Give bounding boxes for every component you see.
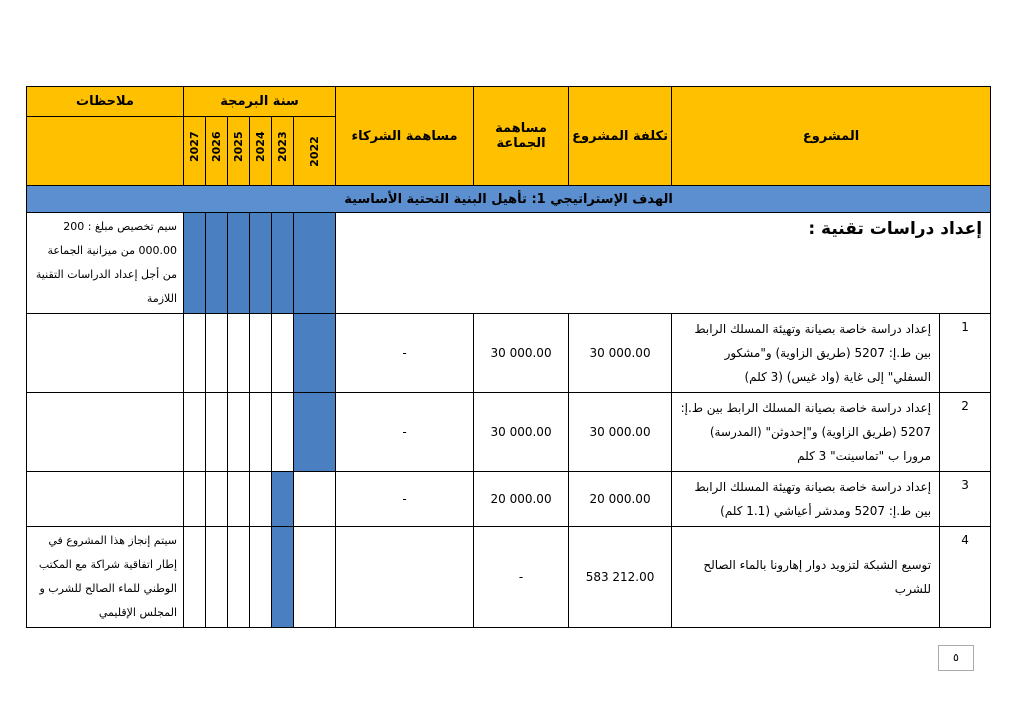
row-4-year-2023 (272, 527, 294, 628)
row-1-year-2025 (228, 314, 250, 393)
row-4-year-2027 (184, 527, 206, 628)
row-3-year-2023 (272, 472, 294, 527)
project-header: المشروع (672, 87, 991, 186)
row-1-year-2024 (250, 314, 272, 393)
row-2-commune: 30 000.00 (474, 393, 569, 472)
notes-header: ملاحظات (27, 87, 184, 117)
row-4-partners (336, 527, 474, 628)
row-1-year-2022 (294, 314, 336, 393)
page-number: ٥ (938, 645, 974, 671)
row-3-project: إعداد دراسة خاصة بصيانة وتهيئة المسلك الرابط بين ط.إ: 5207 ومدشر أعياشي (1.1 كلم) (672, 472, 940, 527)
row-2-year-2022 (294, 393, 336, 472)
row-4-project: توسيع الشبكة لتزويد دوار إهارونا بالماء الصالح للشرب (672, 527, 940, 628)
row-1-index: 1 (940, 314, 991, 393)
row-1-year-2026 (206, 314, 228, 393)
row-3-year-2026 (206, 472, 228, 527)
row-3-year-2024 (250, 472, 272, 527)
strategic-objective-banner: الهدف الإستراتيجي 1: تأهيل البنية التحتية الأساسية (27, 186, 991, 213)
row-1-project: إعداد دراسة خاصة بصيانة وتهيئة المسلك الرابط بين ط.إ: 5207 (طريق الزاوية) و"مشكور السفلي" إلى غاية (واد غيس) (3 كلم) (672, 314, 940, 393)
row-2-year-2025 (228, 393, 250, 472)
section-year-2025 (228, 213, 250, 314)
section-note: سيم تخصيص مبلغ : 200 000.00 من ميزانية الجماعة من أجل إعداد الدراسات التقنية اللازمة (27, 213, 184, 314)
row-3-cost: 20 000.00 (569, 472, 672, 527)
row-4-year-2022 (294, 527, 336, 628)
row-2-year-2024 (250, 393, 272, 472)
year-header-2023: 2023 (272, 117, 294, 186)
program-table (26, 86, 991, 628)
year-header-2025: 2025 (228, 117, 250, 186)
row-3-index: 3 (940, 472, 991, 527)
row-2-year-2026 (206, 393, 228, 472)
row-3-partners: - (336, 472, 474, 527)
row-2-year-2027 (184, 393, 206, 472)
row-3-year-2022 (294, 472, 336, 527)
row-3-year-2025 (228, 472, 250, 527)
row-1-year-2023 (272, 314, 294, 393)
row-1-cost: 30 000.00 (569, 314, 672, 393)
row-2-project: إعداد دراسة خاصة بصيانة المسلك الرابط بين ط.إ: 5207 (طريق الزاوية) و"إحدوثن" (المدرسة) مرورا ب "تماسينت" 3 كلم (672, 393, 940, 472)
row-1-partners: - (336, 314, 474, 393)
partners-header: مساهمة الشركاء (336, 87, 474, 186)
row-1-note (27, 314, 184, 393)
row-1-commune: 30 000.00 (474, 314, 569, 393)
section-year-2024 (250, 213, 272, 314)
row-4-year-2025 (228, 527, 250, 628)
row-1-year-2027 (184, 314, 206, 393)
section-year-2022 (294, 213, 336, 314)
row-2-partners: - (336, 393, 474, 472)
row-2-year-2023 (272, 393, 294, 472)
row-4-note: سيتم إنجاز هذا المشروع في إطار اتفاقية شراكة مع المكتب الوطني للماء الصالح للشرب و المجلس الإقليمي (27, 527, 184, 628)
row-4-commune: - (474, 527, 569, 628)
year-header-2024: 2024 (250, 117, 272, 186)
row-2-cost: 30 000.00 (569, 393, 672, 472)
cost-header: تكلفة المشروع (569, 87, 672, 186)
section-title: إعداد دراسات تقنية : (336, 213, 991, 314)
row-4-year-2026 (206, 527, 228, 628)
year-header-2027: 2027 (184, 117, 206, 186)
commune-header: مساهمة الجماعة (474, 87, 569, 186)
year-header-2022: 2022 (294, 117, 336, 186)
section-year-2026 (206, 213, 228, 314)
row-3-note (27, 472, 184, 527)
row-4-index: 4 (940, 527, 991, 628)
row-3-year-2027 (184, 472, 206, 527)
year-header-2026: 2026 (206, 117, 228, 186)
row-3-commune: 20 000.00 (474, 472, 569, 527)
notes-header-blank (27, 117, 184, 186)
section-year-2023 (272, 213, 294, 314)
section-year-2027 (184, 213, 206, 314)
row-2-index: 2 (940, 393, 991, 472)
row-2-note (27, 393, 184, 472)
row-4-year-2024 (250, 527, 272, 628)
program-year-header: سنة البرمجة (184, 87, 336, 117)
row-4-cost: 583 212.00 (569, 527, 672, 628)
